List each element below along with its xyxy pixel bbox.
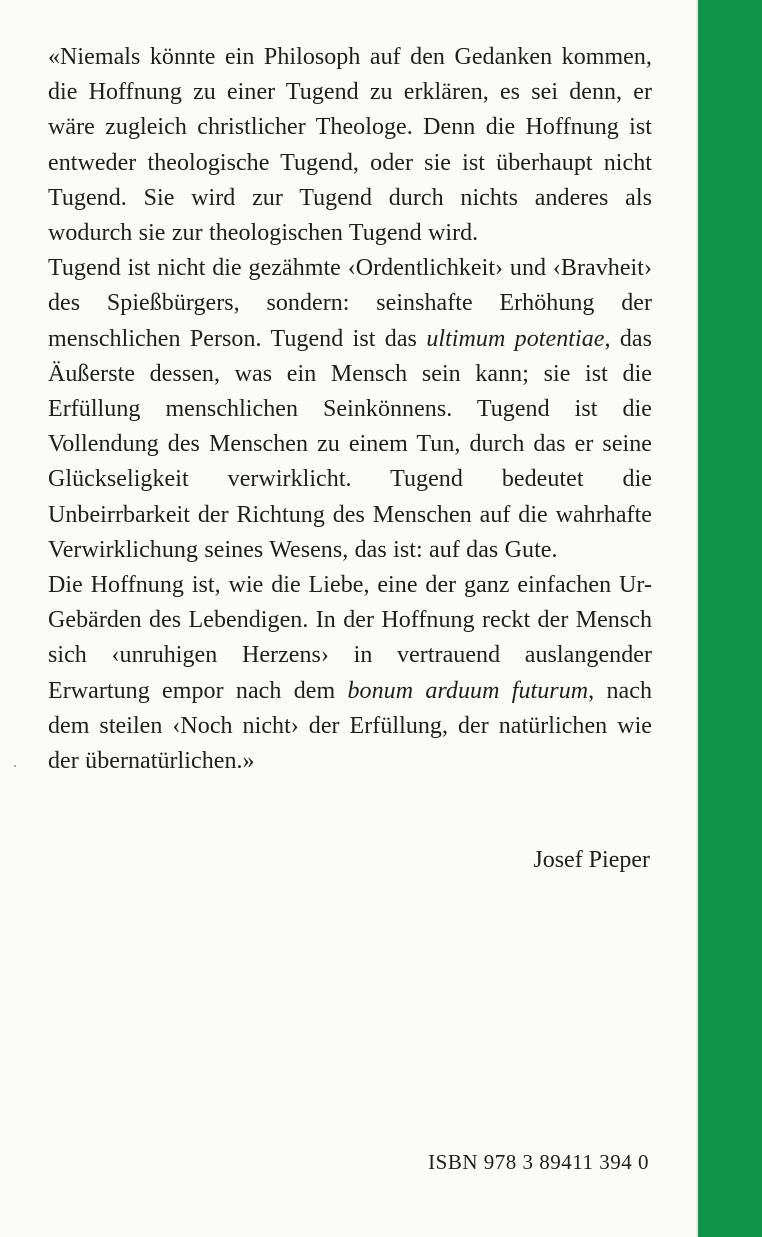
quote-paragraph-3-text-b: , nach dem steilen ‹Noch nicht› der Erfüllung, der natürlichen wie der übernatürlichen.» [48, 677, 652, 775]
author-attribution: Josef Pieper [533, 847, 650, 873]
quote-paragraph-3-text-a: Die Hoffnung ist, wie die Liebe, eine der ganz einfachen Ur-Gebärden des Lebendigen. In der Hoffnung reckt der Mensch sich ‹unruhigen Herzens› in vertrauend auslangender Erwartung empor nach dem [48, 572, 652, 704]
isbn-number: ISBN 978 3 89411 394 0 [428, 1150, 649, 1174]
quote-paragraph-1 [48, 40, 652, 251]
latin-term-bonum-arduum-futurum: bonum arduum futurum [347, 677, 589, 704]
quote-paragraph-3 [48, 568, 652, 779]
back-cover-quote [48, 40, 652, 779]
quote-paragraph-2-text-b: , das Äußerste dessen, was ein Mensch sein kann; sie ist die Erfüllung menschlichen Seinkönnens. Tugend ist die Vollendung des Menschen zu einem Tun, durch das er seine Glückseligkeit verwirklicht. Tugend bedeutet die Unbeirrbarkeit der Richtung des Menschen auf die wahrhafte Verwirklichung seines Wesens, das ist: auf das Gute. [48, 325, 652, 563]
quote-paragraph-2 [48, 251, 652, 568]
quote-paragraph-1-text: «Niemals könnte ein Philosoph auf den Gedanken kommen, die Hoffnung zu einer Tugend zu erklären, es sei denn, er wäre zugleich christlicher Theologe. Denn die Hoffnung ist entweder theologische Tugend, oder sie ist überhaupt nicht Tugend. Sie wird zur Tugend durch nichts anderes als wodurch sie zur theologischen Tugend wird. [48, 44, 652, 247]
green-spine-stripe [698, 0, 762, 1237]
paper-speck [14, 765, 16, 767]
quote-paragraph-2-text-a: Tugend ist nicht die gezähmte ‹Ordentlichkeit› und ‹Bravheit› des Spießbürgers, sondern: seinshafte Erhöhung der menschlichen Person. Tugend ist das [48, 255, 652, 352]
paper-edge [696, 0, 698, 1237]
latin-term-ultimum-potentiae: ultimum potentiae [426, 325, 605, 352]
